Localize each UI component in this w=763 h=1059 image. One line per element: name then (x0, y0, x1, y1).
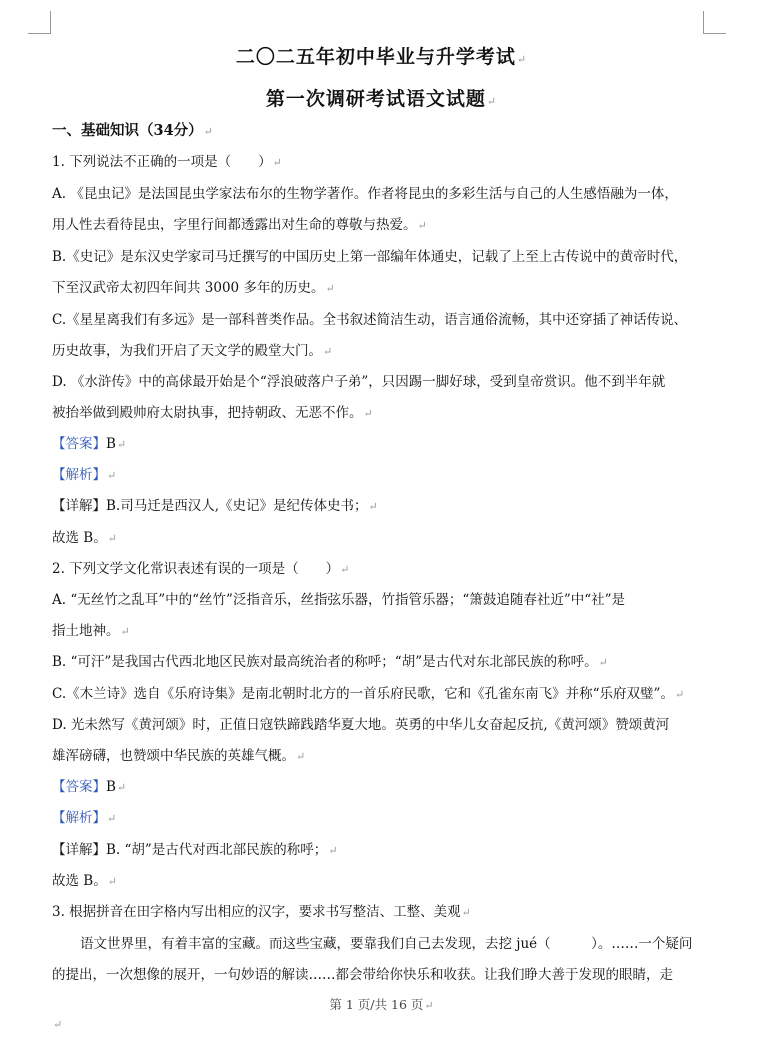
q1-analysis-label: 【解析】↵ (52, 467, 117, 483)
q2-option-d-line1: D. 光未然写《黄河颂》时，正值日寇铁蹄践踏华夏大地。英勇的中华儿女奋起反抗,《黄河颂》赞颂黄河 (52, 717, 670, 733)
q1-option-b-line2: 下至汉武帝太初四年间共 3000 多年的历史。↵ (52, 280, 335, 296)
q2-option-c-line1: C.《木兰诗》选自《乐府诗集》是南北朝时北方的一首乐府民歌，它和《孔雀东南飞》并称“乐府双璧”。↵ (52, 686, 685, 702)
q3-passage-line2: 的提出，一次想像的展开，一句妙语的解读……都会带给你快乐和收获。让我们睁大善于发现的眼睛，走 (52, 967, 673, 983)
q2-analysis-label: 【解析】↵ (52, 810, 117, 826)
q1-answer: 【答案】B↵ (52, 436, 127, 452)
q2-conclusion: 故选 B。↵ (52, 873, 117, 889)
q1-option-d-line2: 被抬举做到殿帅府太尉执事，把持朝政、无恶不作。↵ (52, 405, 373, 421)
q1-option-d-line1: D. 《水浒传》中的高俅最开始是个“浮浪破落户子弟”，只因踢一脚好球，受到皇帝赏识。他不到半年就 (52, 374, 666, 390)
document-subtitle: 第一次调研考试语文试题↵ (265, 88, 498, 110)
q1-option-a-line2: 用人性去看待昆虫，字里行间都透露出对生命的尊敬与热爱。↵ (52, 217, 427, 233)
q1-option-b-line1: B.《史记》是东汉史学家司马迁撰写的中国历史上第一部编年体通史，记载了上至上古传说中的黄帝时代， (52, 249, 688, 265)
margin-corner-top-right (703, 11, 726, 34)
trailing-paragraph-mark: ↵ (53, 1018, 63, 1031)
document-title: 二〇二五年初中毕业与升学考试↵ (235, 46, 528, 68)
q2-option-a-line1: A. “无丝竹之乱耳”中的“丝竹”泛指音乐，丝指弦乐器，竹指管乐器；“箫鼓追随春社近”中“社”是 (52, 592, 626, 608)
q2-detail: 【详解】B. “胡”是古代对西北部民族的称呼；↵ (52, 842, 338, 858)
margin-corner-top-left (28, 11, 51, 34)
page-footer: 第 1 页/共 16 页↵ (329, 997, 434, 1012)
q2-option-a-line2: 指土地神。↵ (52, 623, 130, 639)
q2-stem: 2. 下列文学文化常识表述有误的一项是（ ）↵ (52, 561, 350, 577)
q1-option-c-line2: 历史故事，为我们开启了天文学的殿堂大门。↵ (52, 343, 333, 359)
q1-option-c-line1: C.《星星离我们有多远》是一部科普类作品。全书叙述简洁生动，语言通俗流畅，其中还穿插了神话传说、 (52, 312, 688, 328)
section-heading: 一、基础知识（34分）↵ (52, 122, 213, 139)
q3-stem: 3. 根据拼音在田字格内写出相应的汉字，要求书写整洁、工整、美观↵ (52, 904, 471, 920)
q2-answer: 【答案】B↵ (52, 779, 127, 795)
q1-conclusion: 故选 B。↵ (52, 530, 117, 546)
q2-option-b-line1: B. “可汗”是我国古代西北地区民族对最高统治者的称呼；“胡”是古代对东北部民族的称呼。↵ (52, 654, 608, 670)
q1-option-a-line1: A. 《昆虫记》是法国昆虫学家法布尔的生物学著作。作者将昆虫的多彩生活与自己的人生感悟融为一体， (52, 186, 678, 202)
q1-detail: 【详解】B.司马迁是西汉人,《史记》是纪传体史书；↵ (52, 498, 378, 514)
q2-option-d-line2: 雄浑磅礴，也赞颂中华民族的英雄气概。↵ (52, 748, 306, 764)
q1-stem: 1. 下列说法不正确的一项是（ ）↵ (52, 154, 282, 170)
q3-passage-line1: 语文世界里，有着丰富的宝藏。而这些宝藏，要靠我们自己去发现，去挖 jué（ ）。……一个疑问 (80, 936, 693, 952)
